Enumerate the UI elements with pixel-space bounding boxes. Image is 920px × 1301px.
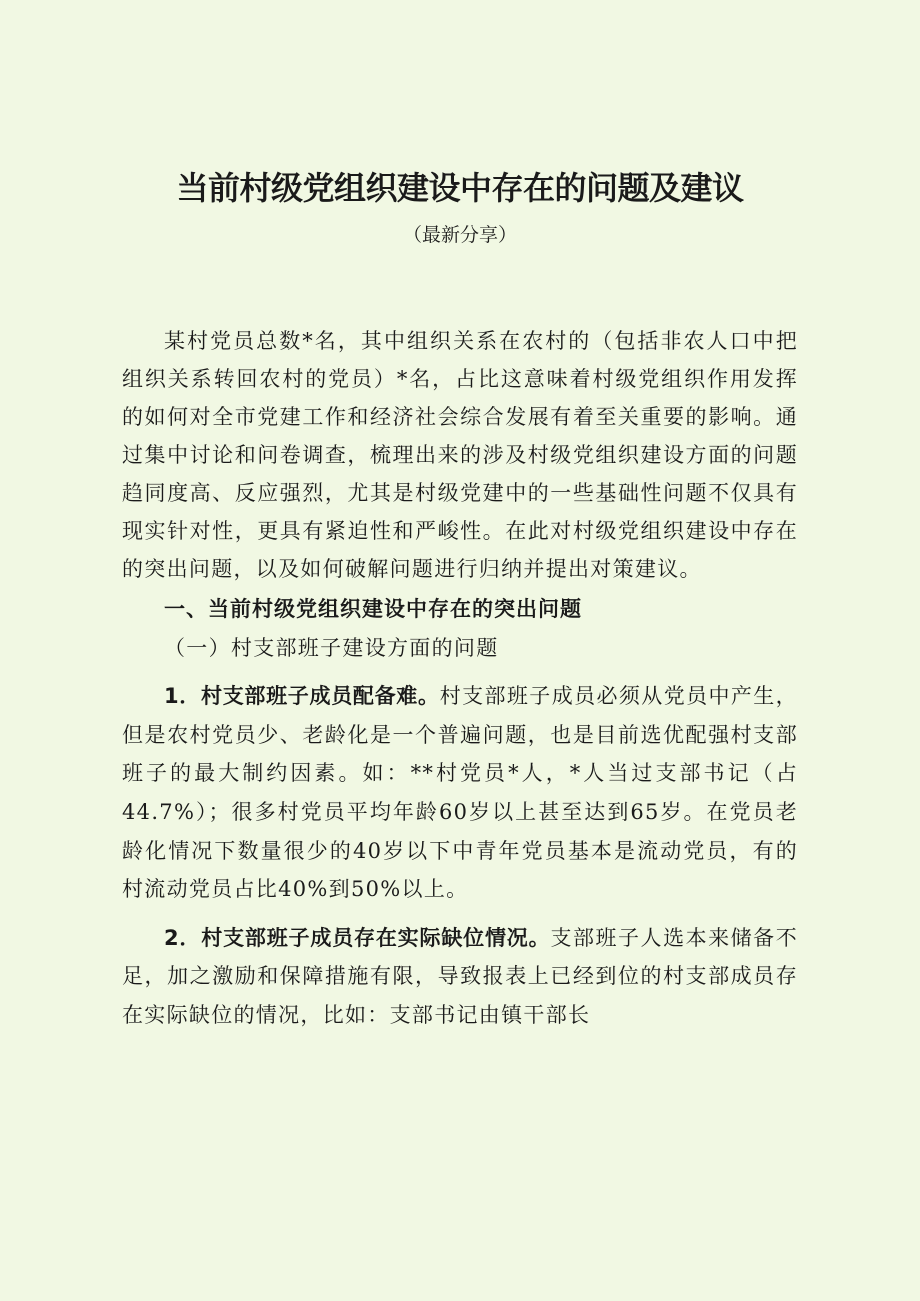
item-1-lead: 1．村支部班子成员配备难。 xyxy=(164,684,440,709)
section-heading: 一、当前村级党组织建设中存在的突出问题 xyxy=(164,597,582,621)
item-2-paragraph xyxy=(122,919,798,1035)
intro-paragraph: 某村党员总数*名，其中组织关系在农村的（包括非农人口中把组织关系转回农村的党员）*名，占比这意味着村级党组织作用发挥的如何对全市党建工作和经济社会综合发展有着至关重要的影响。通过集中讨论和问卷调查，梳理出来的涉及村级党组织建设方面的问题趋同度高、反应强烈，尤其是村级党建中的一些基础性问题不仅具有现实针对性，更具有紧迫性和严峻性。在此对村级党组织建设中存在的突出问题，以及如何破解问题进行归纳并提出对策建议。 xyxy=(122,329,798,581)
document-body xyxy=(122,322,798,1035)
item-1-paragraph xyxy=(122,677,798,909)
item-2-text: 支部班子人选本来储备不足，加之激励和保障措施有限，导致报表上已经到位的村支部成员存在实际缺位的情况，比如：支部书记由镇干部长 xyxy=(122,925,798,1027)
document-title: 当前村级党组织建设中存在的问题及建议 xyxy=(176,169,744,207)
item-2-lead: 2．村支部班子成员存在实际缺位情况。 xyxy=(164,925,551,950)
document-subtitle: （最新分享） xyxy=(402,224,517,246)
subsection-heading: （一）村支部班子建设方面的问题 xyxy=(164,635,499,660)
item-1-text: 村支部班子成员必须从党员中产生，但是农村党员少、老龄化是一个普遍问题，也是目前选优配强村支部班子的最大制约因素。如：**村党员*人，*人当过支部书记（占44.7%）；很多村党员平均年龄60岁以上甚至达到65岁。在党员老龄化情况下数量很少的40岁以下中青年党员基本是流动党员，有的村流动党员占比40%到50%以上。 xyxy=(122,684,798,902)
